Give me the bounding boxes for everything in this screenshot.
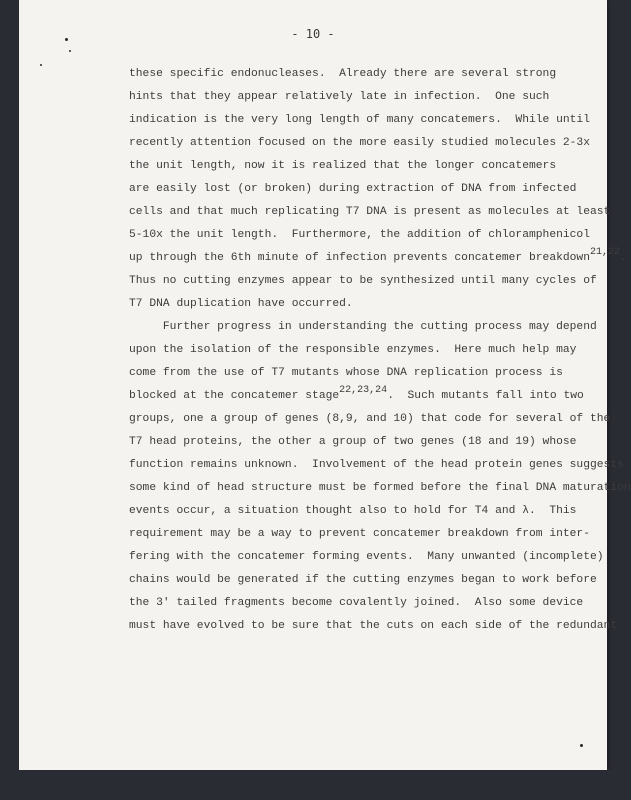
text-line-content: Thus no cutting enzymes appear to be synthesized until many cycles of xyxy=(129,275,597,287)
text-line-content: the unit length, now it is realized that the longer concatemers xyxy=(129,160,557,172)
text-line-continuation: . xyxy=(620,252,627,264)
text-line xyxy=(129,592,584,615)
text-line-content: requirement may be a way to prevent concatemer breakdown from inter- xyxy=(129,528,590,540)
text-line xyxy=(129,339,579,362)
text-line-content: 5-10x the unit length. Furthermore, the addition of chloramphenicol xyxy=(129,229,590,241)
text-line: up through the 6th minute of infection prevents concatemer breakdown21,22. xyxy=(129,247,627,264)
text-line-content: chains would be generated if the cutting enzymes began to work before xyxy=(129,574,597,586)
text-line-content: indication is the very long length of many concatemers. While until xyxy=(129,114,590,126)
text-line xyxy=(129,178,579,201)
text-line xyxy=(129,569,597,592)
scan-speck xyxy=(580,744,583,747)
text-line-content: blocked at the concatemer stage xyxy=(129,390,340,402)
text-line xyxy=(129,293,579,316)
text-line xyxy=(129,431,579,454)
text-line xyxy=(129,316,597,339)
text-line xyxy=(129,86,579,109)
text-line-content: fering with the concatemer forming events. Many unwanted (incomplete) xyxy=(129,551,604,563)
text-line-content: T7 head proteins, the other a group of two genes (18 and 19) whose xyxy=(129,436,577,448)
text-line xyxy=(129,63,579,86)
scan-speck xyxy=(69,50,71,52)
text-line xyxy=(129,546,604,569)
document-page xyxy=(19,0,631,770)
text-line-content: recently attention focused on the more easily studied molecules 2-3x xyxy=(129,137,590,149)
text-line xyxy=(129,270,597,293)
text-line-content: T7 DNA duplication have occurred. xyxy=(129,298,353,310)
scan-speck xyxy=(65,38,68,41)
text-line-content: cells and that much replicating T7 DNA is present as molecules at least xyxy=(129,206,611,218)
text-line xyxy=(129,224,590,247)
text-line xyxy=(129,477,631,500)
text-line xyxy=(129,362,579,385)
text-line-content: groups, one a group of genes (8,9, and 10) that code for several of the xyxy=(129,413,611,425)
text-line xyxy=(129,500,579,523)
text-line xyxy=(129,408,611,431)
text-line xyxy=(129,201,611,224)
page-number: - 10 - xyxy=(291,27,335,41)
text-line-content: hints that they appear relatively late in infection. One such xyxy=(129,91,550,103)
text-line-content: Further progress in understanding the cutting process may depend xyxy=(129,321,597,333)
text-line xyxy=(129,523,590,546)
scan-background-strip xyxy=(0,770,623,800)
text-line-content: these specific endonucleases. Already there are several strong xyxy=(129,68,557,80)
text-line: blocked at the concatemer stage22,23,24. Such mutants fall into two xyxy=(129,385,584,402)
body-text xyxy=(129,63,631,638)
text-line-content: come from the use of T7 mutants whose DNA replication process is xyxy=(129,367,563,379)
text-line xyxy=(129,109,590,132)
text-line-content: function remains unknown. Involvement of the head protein genes suggests xyxy=(129,459,624,471)
text-line-content: events occur, a situation thought also to hold for T4 and λ. This xyxy=(129,505,577,517)
text-line-content: upon the isolation of the responsible enzymes. Here much help may xyxy=(129,344,577,356)
text-line xyxy=(129,132,590,155)
text-line xyxy=(129,155,579,178)
text-line-content: up through the 6th minute of infection prevents concatemer breakdown xyxy=(129,252,590,264)
text-line xyxy=(129,615,618,638)
text-line-continuation: . Such mutants fall into two xyxy=(387,390,584,402)
text-line xyxy=(129,454,624,477)
text-line-content: the 3' tailed fragments become covalently joined. Also some device xyxy=(129,597,584,609)
scan-speck xyxy=(40,64,42,66)
text-line-content: are easily lost (or broken) during extraction of DNA from infected xyxy=(129,183,577,195)
text-line-content: must have evolved to be sure that the cuts on each side of the redundant xyxy=(129,620,618,632)
text-line-content: some kind of head structure must be formed before the final DNA maturation xyxy=(129,482,631,494)
